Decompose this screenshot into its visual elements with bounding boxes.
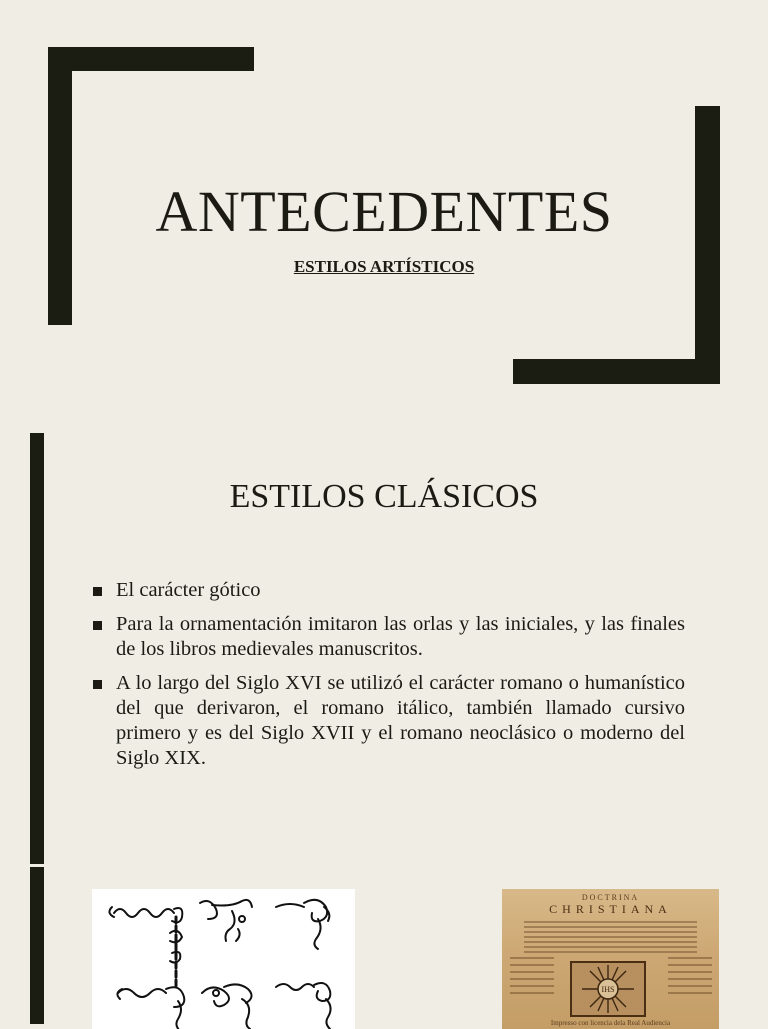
book-line-1: DOCTRINA [581,893,640,902]
frame-bottom-right-vertical [695,106,720,384]
book-left-text [510,957,554,999]
left-accent-bar-bottom [30,867,44,1024]
bullet-text: A lo largo del Siglo XVI se utilizó el carácter romano o humanístico del que derivaron, el romano itálico, también llamado cursivo primero y es del Siglo XVII y el romano neoclásico o moderno del Siglo XIX. [116,672,685,769]
ornamental-corners-image [92,889,355,1029]
bullet-item [93,612,685,662]
content-slide [0,430,768,1027]
book-right-text [668,957,712,999]
section-heading: ESTILOS CLÁSICOS [229,478,539,515]
bullet-item [93,671,685,771]
emblem-text: IHS [601,985,615,994]
frame-top-left-horizontal [48,47,254,71]
book-text-lines [524,921,697,956]
sun-emblem-icon [570,961,646,1017]
book-line-2: CHRISTIANA [549,902,672,916]
slide-subtitle: ESTILOS ARTÍSTICOS [293,257,475,276]
square-bullet-icon [93,587,102,596]
bullet-text: El carácter gótico [116,579,261,601]
bullet-list [93,578,685,780]
ornamental-corners-icon [92,889,355,1029]
book-footer-text: Impresso con licencia dela Real Audiencia [550,1019,671,1027]
bullet-text: Para la ornamentación imitaron las orlas y las iniciales, y las finales de los libros medievales manuscritos. [116,613,685,660]
frame-bottom-right-horizontal [513,359,720,384]
bullet-item [93,578,685,603]
historic-book-cover-image [502,889,719,1029]
square-bullet-icon [93,621,102,630]
title-slide [0,0,768,420]
square-bullet-icon [93,680,102,689]
slide-title: ANTECEDENTES [155,179,613,244]
